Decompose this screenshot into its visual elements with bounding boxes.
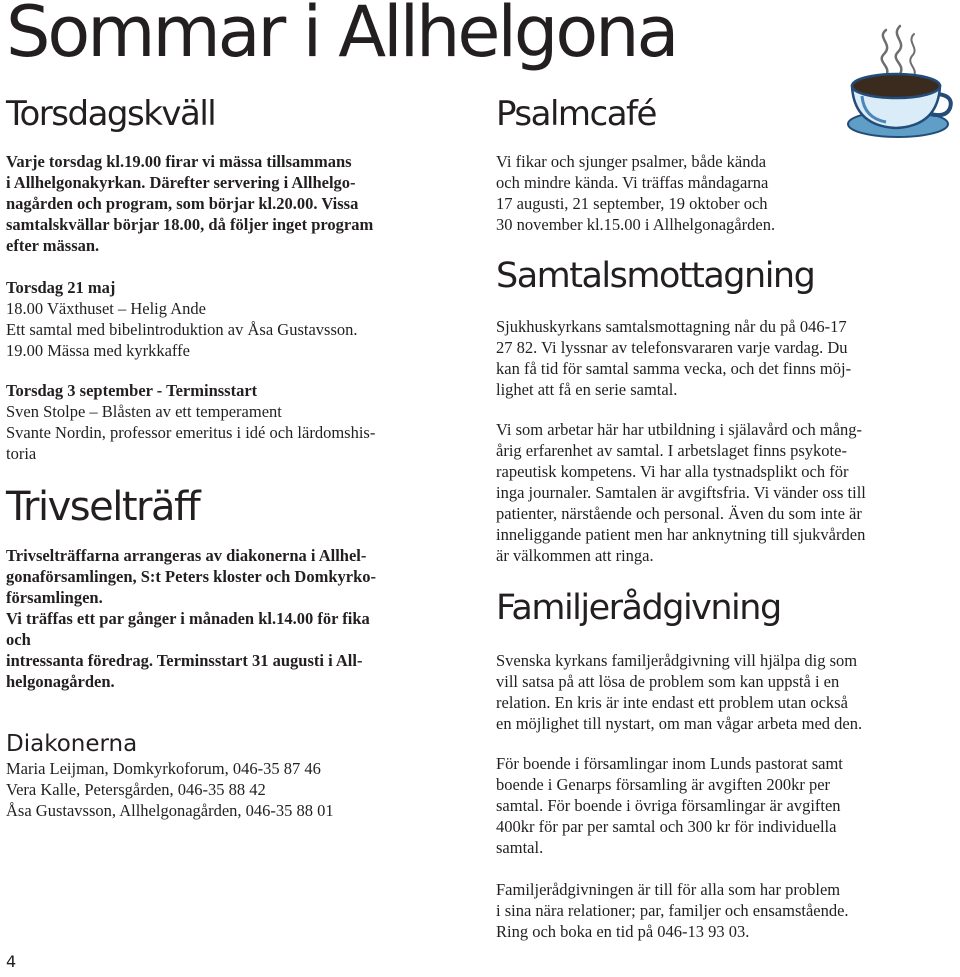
section-heading-diakonerna: Diakonerna bbox=[6, 731, 138, 757]
diakonerna-contacts: Maria Leijman, Domkyrkoforum, 046-35 87 46 Vera Kalle, Petersgården, 046-35 88 42 Åsa Gustavsson, Allhelgonagården, 046-35 88 01 bbox=[6, 759, 334, 820]
familj-paragraph-2: För boende i församlingar inom Lunds pastorat samt boende i Genarps församling är avgiften 200kr per samtal. För boende i övriga församlingar är avgiften 400kr för par per samtal och 300 kr för individuella samtal. bbox=[496, 754, 843, 857]
torsdag-intro: Varje torsdag kl.19.00 firar vi mässa tillsammans i Allhelgonakyrkan. Därefter servering i Allhelgo- nagården och program, som börjar kl.20.00. Vissa samtalskvällar börjar 18.00, då följer inget program efter mässan. bbox=[6, 152, 374, 255]
section-heading-trivseltraff: Trivselträff bbox=[6, 484, 200, 530]
coffee-cup-icon bbox=[842, 24, 954, 140]
page-title: Sommar i Allhelgona bbox=[6, 0, 677, 73]
event-torsdag-21-maj: Torsdag 21 maj 18.00 Växthuset – Helig Ande Ett samtal med bibelintroduktion av Åsa Gustavsson. 19.00 Mässa med kyrkkaffe bbox=[6, 278, 358, 360]
samtal-paragraph-2: Vi som arbetar här har utbildning i själavård och mång- årig erfarenhet av samtal. I arbetslaget finns psykote- rapeutisk kompetens. Vi har alla tystnadsplikt och för inga journaler. Samtalen är avgiftsfria. Vi vänder oss till patienter, närstående och personal. Även du som inte är inneliggande patient men har anknytning till sjukvården är välkommen att ringa. bbox=[496, 420, 866, 565]
section-heading-torsdagskvall: Torsdagskväll bbox=[6, 94, 216, 134]
section-heading-psalmcafe: Psalmcafé bbox=[496, 94, 656, 134]
trivsel-text: Trivselträffarna arrangeras av diakonerna i Allhel- gonaförsamlingen, S:t Peters kloster och Domkyrko- församlingen. Vi träffas ett par gånger i månaden kl.14.00 för fika och intressanta föredrag. Terminsstart 31 augusti i All- helgonagården. bbox=[6, 546, 376, 691]
familj-paragraph-3: Familjerådgivningen är till för alla som har problem i sina nära relationer; par, familjer och ensamstående. Ring och boka en tid på 046-13 93 03. bbox=[496, 880, 849, 941]
samtal-paragraph-1: Sjukhuskyrkans samtalsmottagning når du på 046-17 27 82. Vi lyssnar av telefonsvararen varje vardag. Du kan få tid för samtal samma vecka, och det finns möj- lighet att få en serie samtal. bbox=[496, 317, 852, 399]
familj-paragraph-1: Svenska kyrkans familjerådgivning vill hjälpa dig som vill satsa på att lösa de problem som kan uppstå i en relation. En kris är inte endast ett problem utan också en möjlighet till nystart, om man vågar arbeta med den. bbox=[496, 651, 863, 733]
section-heading-samtalsmottagning: Samtalsmottagning bbox=[496, 256, 815, 296]
section-heading-familjeradgivning: Familjerådgivning bbox=[496, 588, 781, 628]
event-torsdag-3-september: Torsdag 3 september - Terminsstart Sven Stolpe – Blåsten av ett temperament Svante Nordin, professor emeritus i idé och lärdomshis- toria bbox=[6, 381, 376, 463]
page-number: 4 bbox=[6, 952, 17, 971]
psalmcafe-text: Vi fikar och sjunger psalmer, både kända och mindre kända. Vi träffas måndagarna 17 augusti, 21 september, 19 oktober och 30 november kl.15.00 i Allhelgonagården. bbox=[496, 152, 776, 234]
